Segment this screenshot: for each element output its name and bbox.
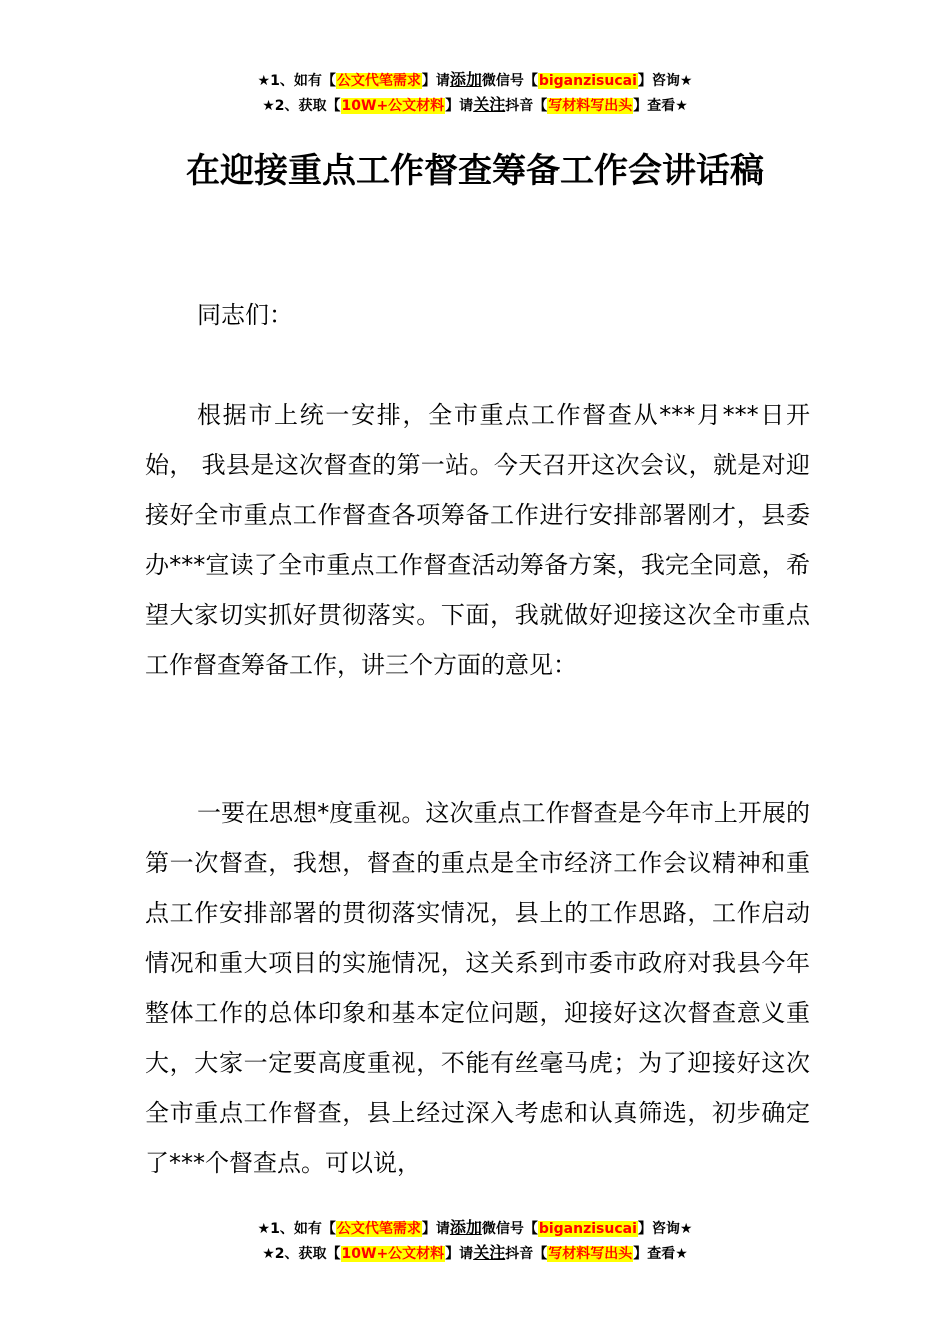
highlight-douyin: 写材料写出头 <box>548 1246 633 1262</box>
paragraph-2-text: 一要在思想*度重视。这次重点工作督查是今年市上开展的第一次督查，我想，督查的重点是全市经济工作会议精神和重点工作安排部署的贯彻落实情况，县上的工作思路，工作启动情况和重大项目的实施情况，这关系到市委市政府对我县今年整体工作的总体印象和基本定位问题，迎接好这次督查意义重大，大家一定要高度重视，不能有丝毫马虎；为了迎接好这次全市重点工作督查，县上经过深入考虑和认真筛选，初步确定了***个督查点。可以说， <box>145 799 810 1177</box>
greeting <box>145 290 810 340</box>
banner-text: 】咨询★ <box>637 73 693 89</box>
banner-text: 】咨询★ <box>637 1221 693 1237</box>
banner-follow-text: 关注 <box>473 95 506 114</box>
highlight-materials: 10W+公文材料 <box>341 1246 445 1262</box>
banner-add-text: 添加 <box>449 70 482 89</box>
banner-text: 】请 <box>421 73 450 89</box>
paragraph-2 <box>145 788 810 1188</box>
document-title: 在迎接重点工作督查筹备工作会讲话稿 <box>186 151 764 191</box>
banner-text: 】请 <box>421 1221 450 1237</box>
highlight-wechat-id: biganzisucai <box>538 73 637 89</box>
banner-text: ★2、获取【 <box>262 98 341 114</box>
banner-text: ★2、获取【 <box>262 1246 341 1262</box>
banner-line-1 <box>0 1216 950 1241</box>
banner-text: 】请 <box>445 1246 474 1262</box>
banner-follow-text: 关注 <box>473 1243 506 1262</box>
banner-text: 微信号【 <box>481 1221 538 1237</box>
highlight-service: 公文代笔需求 <box>336 73 421 89</box>
highlight-douyin: 写材料写出头 <box>548 98 633 114</box>
banner-text: 抖音【 <box>505 1246 548 1262</box>
banner-line-1 <box>0 68 950 93</box>
banner-text: 】请 <box>445 98 474 114</box>
header-banner <box>0 68 950 118</box>
highlight-service: 公文代笔需求 <box>336 1221 421 1237</box>
highlight-materials: 10W+公文材料 <box>341 98 445 114</box>
banner-text: 】查看★ <box>633 98 688 114</box>
footer-banner <box>0 1216 950 1266</box>
greeting-text: 同志们： <box>197 301 293 329</box>
banner-add-text: 添加 <box>449 1218 482 1237</box>
banner-text: ★1、如有【 <box>257 73 336 89</box>
banner-line-2 <box>0 93 950 118</box>
banner-line-2 <box>0 1241 950 1266</box>
banner-text: 微信号【 <box>481 73 538 89</box>
highlight-wechat-id: biganzisucai <box>538 1221 637 1237</box>
banner-text: 】查看★ <box>633 1246 688 1262</box>
banner-text: ★1、如有【 <box>257 1221 336 1237</box>
paragraph-1-text: 根据市上统一安排，全市重点工作督查从***月***日开始， 我县是这次督查的第一站。今天召开这次会议，就是对迎接好全市重点工作督查各项筹备工作进行安排部署刚才，县委办***宣读了全市重点工作督查活动筹备方案，我完全同意，希望大家切实抓好贯彻落实。下面，我就做好迎接这次全市重点工作督查筹备工作，讲三个方面的意见： <box>145 401 810 679</box>
banner-text: 抖音【 <box>505 98 548 114</box>
paragraph-1 <box>145 390 810 690</box>
